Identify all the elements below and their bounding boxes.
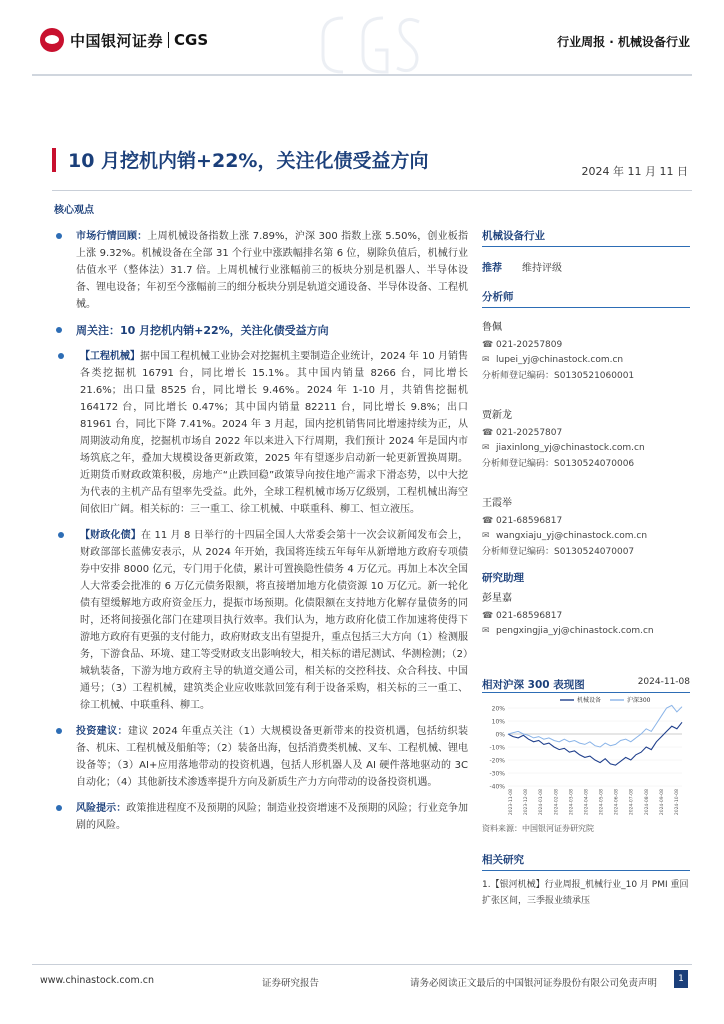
assistant-name: 彭星嘉 bbox=[482, 593, 512, 604]
industry-section bbox=[482, 228, 690, 275]
weekly-focus-paragraph bbox=[50, 322, 468, 339]
bullet-icon bbox=[56, 805, 62, 811]
email-row[interactable] bbox=[482, 352, 690, 367]
bullet-icon bbox=[58, 532, 64, 538]
email-row[interactable] bbox=[482, 528, 690, 543]
bullet-icon bbox=[56, 327, 62, 333]
x-tick-label: 2023-11-08 bbox=[509, 789, 514, 816]
analyst-title: 分析师 bbox=[482, 291, 514, 303]
email-address[interactable]: wangxiaju_yj@chinastock.com.cn bbox=[496, 530, 648, 541]
cert-row bbox=[482, 543, 690, 558]
x-tick-label: 2024-06-08 bbox=[614, 789, 620, 816]
bullet-icon bbox=[56, 728, 62, 734]
paragraph-lead: 投资建议： bbox=[76, 726, 128, 737]
report-date: 2024 年 11 月 11 日 bbox=[581, 165, 688, 178]
core-viewpoint-label: 核心观点 bbox=[54, 205, 94, 216]
y-tick-label: 20% bbox=[491, 705, 505, 713]
cert-row bbox=[482, 367, 690, 382]
email-icon: ✉ bbox=[482, 442, 490, 453]
main-content bbox=[50, 228, 468, 843]
email-address[interactable]: jiaxinlong_yj@chinastock.com.cn bbox=[496, 442, 645, 453]
email-address[interactable]: lupei_yj@chinastock.com.cn bbox=[496, 354, 624, 365]
phone-icon: ☎ bbox=[482, 610, 494, 621]
y-tick-label: -10% bbox=[489, 744, 505, 752]
phone-row bbox=[482, 608, 690, 623]
phone-number: 021-20257809 bbox=[496, 339, 563, 350]
related-title: 相关研究 bbox=[482, 854, 524, 866]
phone-row bbox=[482, 425, 690, 440]
chart-title: 相对沪深 300 表现图 bbox=[482, 679, 585, 691]
chart-date: 2024-11-08 bbox=[637, 677, 690, 687]
phone-icon: ☎ bbox=[482, 515, 494, 526]
legend-label: 沪深300 bbox=[627, 697, 651, 704]
chart-header bbox=[482, 677, 690, 692]
market-review-paragraph bbox=[50, 228, 468, 313]
page-header bbox=[0, 0, 724, 80]
header-divider bbox=[32, 74, 692, 76]
footer-center-text: 证券研究报告 bbox=[262, 978, 320, 989]
x-tick-label: 2024-01-08 bbox=[539, 789, 545, 816]
assistant-card bbox=[482, 589, 690, 638]
x-tick-label: 2024-08-08 bbox=[644, 789, 650, 816]
assistant-section bbox=[482, 570, 690, 638]
rating-row bbox=[482, 257, 690, 275]
spacer bbox=[482, 382, 690, 396]
x-tick-label: 2024-09-08 bbox=[659, 789, 665, 816]
paragraph-text: 在 11 月 8 日举行的十四届全国人大常委会第十一次会议新闻发布会上，财政部部长蓝佛安表示，从 2024 年开始，我国将连续五年每年从新增地方政府专项债券中安排 8000 亿元，专门用于化债，累计可置换隐性债务 4 万亿元。再加上本次全国人大常委会批准的 6 万亿元债务限额，将直接增加地方化债资源 10 万亿元。新一轮化债有望缓解地方政府资金压力，提振市场预期。化债限额在支持地方化解存量债务的同时，还将间接强化部门在建项目执行效率。我们认为，地方政府化债工作加速将使得下游地方政府有更强的支付能力，政府财政支出有望提升，重点包括三大方向（1）检测服务，下游食品、环境、建工等受财政支出影响较大，相关标的谱尼测试、华测检测；（2）城轨装备，下游为地方政府主导的轨道交通公司，相关标的交控科技、众合科技、中国通号；（3）工程机械，建筑类企业应收账款回笼有利于设备采购，相关标的三一重工、徐工机械、中联重科、柳工。 bbox=[80, 530, 468, 711]
paragraph-text: 据中国工程机械工业协会对挖掘机主要制造企业统计，2024 年 10 月销售各类挖掘机 16791 台，同比增长 15.1%。其中国内销量 8266 台，同比增长 21.6%；出口量 8525 台，同比增长 9.46%。2024 年 1-10 月，共销售挖掘机 164172 台，同比增长 0.47%；其中国内销量 82211 台，同比增长 9.8%；出口 81961 台，同比下降 7.41%。2024 年 3 月起，国内挖机销售同比增速持续为正，从周期波动角度，挖掘机市场自 2022 年以来进入下行周期，我们预计 2024 年是国内市场筑底之年，叠加大规模设备更新政策，2025 年有望逐步启动新一轮更新置换周期。近期货币财政政策积极，房地产“止跌回稳”政策导向按住地产需求下滑态势，以中大挖为代表的主机产品有望率先受益。此外，全球工程机械市场万亿级别，工程机械出海空间依旧广阔。相关标的：三一重工、徐工机械、中联重科、柳工、恒立液压。 bbox=[80, 351, 468, 515]
logo-icon bbox=[40, 28, 64, 52]
industry-title: 机械设备行业 bbox=[482, 230, 545, 242]
phone-number: 021-68596817 bbox=[496, 610, 563, 621]
logo-cn-text: 中国银河证券 bbox=[70, 31, 164, 50]
related-research-section bbox=[482, 852, 690, 909]
footer-url[interactable]: www.chinastock.com.cn bbox=[40, 975, 154, 986]
y-tick-label: -40% bbox=[489, 783, 505, 791]
cert-number: 分析师登记编码：S0130521060001 bbox=[482, 371, 635, 381]
x-tick-label: 2024-02-08 bbox=[554, 789, 560, 816]
footer-disclaimer: 请务必阅读正文最后的中国银河证券股份有限公司免责声明 bbox=[410, 978, 658, 989]
x-tick-label: 2024-05-08 bbox=[599, 789, 605, 816]
x-tick-label: 2024-07-08 bbox=[629, 789, 635, 816]
analyst-name: 王霞举 bbox=[482, 498, 512, 509]
section-divider bbox=[482, 870, 690, 871]
paragraph-lead: 【工程机械】 bbox=[80, 351, 141, 362]
phone-row bbox=[482, 513, 690, 528]
bullet-icon bbox=[56, 233, 62, 239]
y-tick-label: 10% bbox=[491, 718, 505, 726]
cgs-watermark-icon bbox=[315, 10, 425, 80]
analyst-name: 鲁佩 bbox=[482, 322, 502, 333]
sidebar bbox=[482, 228, 690, 638]
paragraph-lead: 市场行情回顾： bbox=[76, 231, 148, 242]
email-row[interactable] bbox=[482, 623, 690, 638]
title-divider bbox=[52, 190, 692, 191]
company-logo bbox=[40, 28, 208, 52]
phone-number: 021-68596817 bbox=[496, 515, 563, 526]
bullet-icon bbox=[58, 353, 64, 359]
y-tick-label: -30% bbox=[489, 770, 505, 778]
analyst-card bbox=[482, 494, 690, 558]
paragraph-text: 上周机械设备指数上涨 7.89%，沪深 300 指数上涨 5.50%，创业板指上涨 9.32%。机械设备在全部 31 个行业中涨跌幅排名第 6 位，剔除负值后，机械行业估值水平（整体法）31.7 倍。上周机械行业涨幅前三的板块分别是机器人、半导体设备、锂电设备；年初至今涨幅前三的细分板块分别是轨道交通设备、半导体设备、工程机械。 bbox=[76, 231, 468, 310]
rating-value: 维持评级 bbox=[522, 262, 562, 274]
weekly-focus-text: 周关注：10 月挖机内销+22%，关注化债受益方向 bbox=[76, 324, 329, 337]
x-tick-label: 2024-10-08 bbox=[675, 789, 680, 816]
spacer bbox=[482, 470, 690, 484]
paragraph-lead: 【财政化债】 bbox=[80, 530, 141, 541]
title-accent-bar bbox=[52, 148, 56, 172]
y-tick-label: 0% bbox=[495, 731, 505, 739]
paragraph-text: 政策推进程度不及预期的风险；制造业投资增速不及预期的风险；行业竞争加剧的风险。 bbox=[76, 803, 469, 831]
page-number: 1 bbox=[674, 970, 688, 988]
analyst-section bbox=[482, 289, 690, 558]
phone-number: 021-20257807 bbox=[496, 427, 563, 438]
series-line-hs300 bbox=[508, 705, 682, 747]
related-item[interactable]: 1.【银河机械】行业周报_机械行业_10 月 PMI 重回扩张区间，三季报业绩承压 bbox=[482, 880, 689, 906]
report-type: 行业周报 · 机械设备行业 bbox=[557, 35, 690, 49]
chart-divider bbox=[482, 692, 690, 693]
phone-icon: ☎ bbox=[482, 427, 494, 438]
analyst-card bbox=[482, 318, 690, 382]
construction-machinery-paragraph bbox=[50, 348, 468, 518]
paragraph-lead: 风险提示： bbox=[76, 803, 127, 814]
assistant-title: 研究助理 bbox=[482, 572, 524, 584]
email-icon: ✉ bbox=[482, 530, 490, 541]
email-address[interactable]: pengxingjia_yj@chinastock.com.cn bbox=[496, 625, 654, 636]
report-title: 10 月挖机内销+22%，关注化债受益方向 bbox=[68, 150, 429, 172]
risk-warning-paragraph bbox=[50, 800, 468, 834]
phone-row bbox=[482, 337, 690, 352]
analyst-name: 贾新龙 bbox=[482, 410, 512, 421]
cert-number: 分析师登记编码：S0130524070007 bbox=[482, 547, 635, 557]
email-row[interactable] bbox=[482, 440, 690, 455]
rating-label: 推荐 bbox=[482, 262, 502, 274]
relative-performance-chart bbox=[482, 694, 692, 822]
investment-advice-paragraph bbox=[50, 723, 468, 791]
section-divider bbox=[482, 307, 690, 308]
paragraph-text: 建议 2024 年重点关注（1）大规模设备更新带来的投资机遇，包括纺织装备、机床、工程机械及船舶等；（2）装备出海，包括消费类机械、叉车、工程机械、锂电设备等；（3）AI+应用落地带动的投资机遇，包括人形机器人及 AI 硬件落地驱动的 3C 自动化；（4）其他新技术渗透率提升方向及新质生产力方向带动的设备投资机遇。 bbox=[76, 726, 468, 788]
series-line-machinery bbox=[508, 722, 682, 765]
cert-number: 分析师登记编码：S0130524070006 bbox=[482, 459, 635, 469]
phone-icon: ☎ bbox=[482, 339, 494, 350]
email-icon: ✉ bbox=[482, 354, 490, 365]
x-tick-label: 2024-03-08 bbox=[569, 789, 575, 816]
x-tick-label: 2024-04-08 bbox=[584, 789, 590, 816]
fiscal-debt-paragraph bbox=[50, 527, 468, 714]
section-divider bbox=[482, 246, 690, 247]
email-icon: ✉ bbox=[482, 625, 490, 636]
y-tick-label: -20% bbox=[489, 757, 505, 765]
cert-row bbox=[482, 455, 690, 470]
legend-label: 机械设备 bbox=[577, 697, 602, 704]
analyst-card bbox=[482, 406, 690, 470]
logo-separator bbox=[168, 32, 169, 48]
chart-source: 资料来源：中国银河证券研究院 bbox=[482, 824, 594, 833]
x-tick-label: 2023-12-08 bbox=[524, 789, 530, 816]
footer-divider bbox=[32, 964, 692, 965]
logo-en-text: CGS bbox=[174, 31, 209, 49]
